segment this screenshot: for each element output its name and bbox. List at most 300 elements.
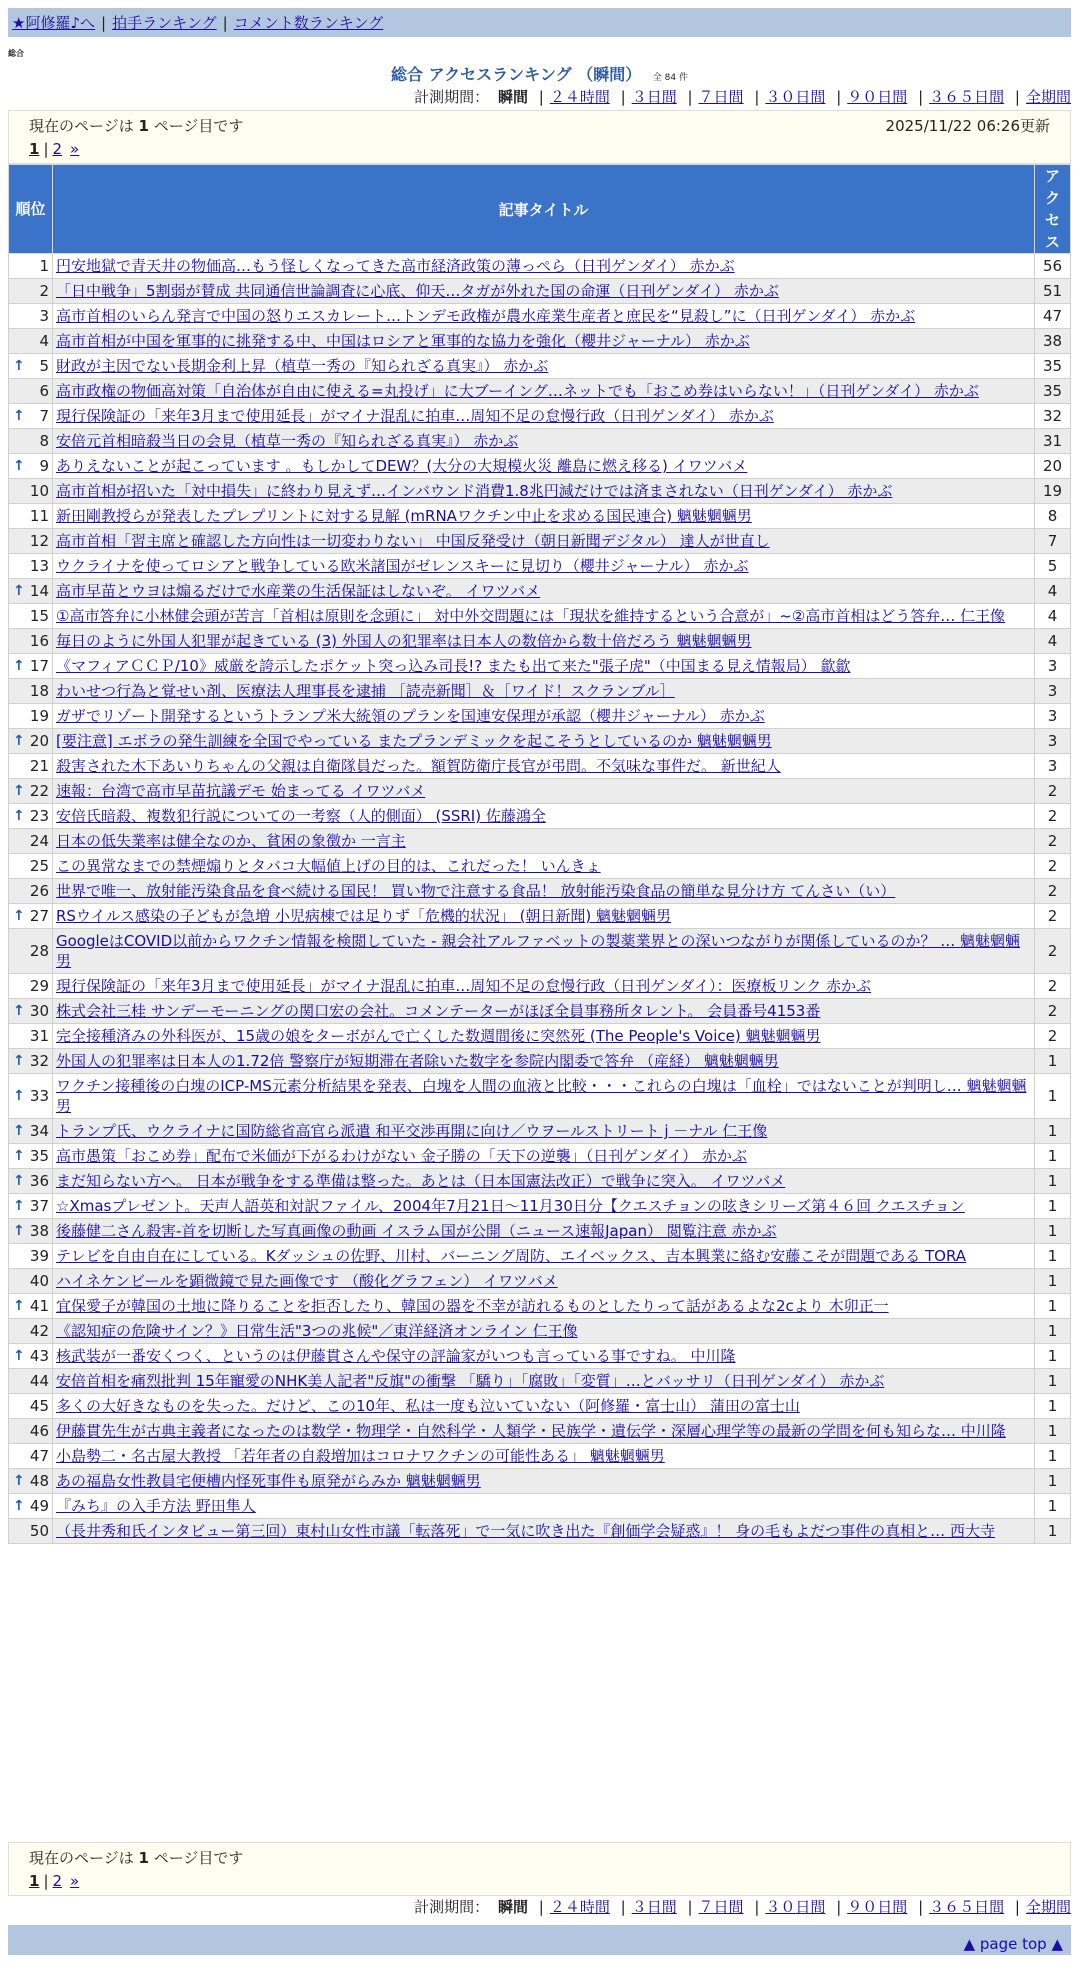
article-title-link[interactable]: RSウイルス感染の子どもが急増 小児病棟では足りず「危機的状況」 (朝日新聞) 魑魅魍魎男 [56,907,672,925]
page-current: 1 [29,140,40,158]
article-title-link[interactable]: 高市早苗とウヨは煽るだけで水産業の生活保証はしないぞ。 イワツバメ [56,582,541,600]
rank-cell [9,354,53,379]
nav-separator: | [222,13,228,32]
pager-links [29,137,1050,161]
nav-link-comment-ranking[interactable]: コメント数ランキング [233,14,384,32]
table-row [9,704,1071,729]
period-option-3d[interactable]: ３日間 [631,88,677,106]
article-title-link[interactable]: 世界で唯一、放射能汚染食品を食べ続ける国民！ 買い物で注意する食品！ 放射能汚染食品の簡単な見分け方 てんさい（い） [56,882,896,900]
table-row [9,279,1071,304]
rank-cell [9,254,53,279]
title-cell [53,1469,1035,1494]
rank-number: 41 [29,1297,49,1315]
rank-number: 11 [29,507,49,525]
table-row [9,754,1071,779]
table-row [9,1494,1071,1519]
title-cell [53,1244,1035,1269]
period-option-365d[interactable]: ３６５日間 [929,88,1005,106]
rank-number: 49 [29,1497,49,1515]
table-row [9,629,1071,654]
table-row [9,1144,1071,1169]
article-title-link[interactable]: 多くの大好きなものを失った。だけど、この10年、私は一度も泣いていない（阿修羅・富士山） 蒲田の富士山 [56,1397,800,1415]
title-cell [53,1419,1035,1444]
rank-up-arrow-icon: ↑ [13,1223,25,1239]
access-count: 1 [1035,1144,1071,1169]
rank-cell [9,974,53,999]
page-link-next[interactable]: » [70,140,80,158]
title-cell [53,254,1035,279]
access-count: 1 [1035,1049,1071,1074]
rank-number: 47 [29,1447,49,1465]
rank-number: 46 [29,1422,49,1440]
title-cell [53,879,1035,904]
period-option-24h[interactable]: ２４時間 [549,88,610,106]
title-cell [53,1269,1035,1294]
title-cell [53,279,1035,304]
rank-cell [9,1269,53,1294]
article-title-link[interactable]: 宜保愛子が韓国の土地に降りることを拒否したり、韓国の器を不幸が訪れるものとしたりって話があるよな2cより 木卯正一 [56,1297,889,1315]
period-separator: | [620,1898,626,1916]
period-separator: | [1014,1898,1020,1916]
access-count: 3 [1035,729,1071,754]
article-title-link[interactable]: GoogleはCOVID以前からワクチン情報を検閲していた - 親会社アルファベットの製薬業界との深いつながりが関係しているのか？ … 魑魅魍魎男 [56,932,1020,970]
rank-cell [9,404,53,429]
article-title-link[interactable]: 伊藤貫先生が古典主義者になったのは数学・物理学・自然科学・人類学・民族学・遺伝学・深層心理学等の最新の学問を何も知らな… 中川隆 [56,1422,1006,1440]
article-title-link[interactable]: ワクチン接種後の白塊のICP-MS元素分析結果を発表、白塊を人間の血液と比較・・・これらの白塊は「血栓」ではないことが判明し… 魑魅魍魎男 [56,1077,1027,1115]
title-cell [53,1049,1035,1074]
period-separator: | [754,88,760,106]
rank-number: 3 [39,307,49,325]
period-option-90d[interactable]: ９０日間 [847,88,908,106]
table-row [9,829,1071,854]
rank-number: 26 [29,882,49,900]
ranking-title-wrap [0,62,1079,85]
article-title-link[interactable]: 《認知症の危険サイン？》日常生活"3つの兆候"／東洋経済オンライン 仁王像 [56,1322,578,1340]
rank-cell [9,1194,53,1219]
table-row [9,879,1071,904]
period-separator: | [836,88,842,106]
rank-number: 37 [29,1197,49,1215]
rank-number: 36 [29,1172,49,1190]
period-option-all[interactable]: 全期間 [1025,88,1071,106]
rank-cell [9,1074,53,1119]
rank-cell [9,704,53,729]
period-separator: | [687,1898,693,1916]
article-title-link[interactable]: 《マフィアＣＣＰ/10》威厳を誇示したポケット突っ込み司長!? またも出て来た"張子虎"（中国まる見え情報局） 歙歙 [56,657,851,675]
period-option-3d[interactable]: ３日間 [631,1898,677,1916]
rank-up-arrow-icon: ↑ [13,583,25,599]
rank-cell [9,854,53,879]
article-title-link[interactable]: （長井秀和氏インタビュー第三回）東村山女性市議「転落死」で一気に吹き出た『創価学会疑惑』！ 身の毛もよだつ事件の真相と… 西大寺 [56,1522,995,1540]
table-row [9,1219,1071,1244]
rank-number: 15 [29,607,49,625]
rank-number: 30 [29,1002,49,1020]
article-title-link[interactable]: 株式会社三桂 サンデーモーニングの関口宏の会社。コメンテーターがほぼ全員事務所タレント。 会員番号4153番 [56,1002,821,1020]
period-option-7d[interactable]: ７日間 [698,88,744,106]
rank-cell [9,1394,53,1419]
rank-number: 8 [39,432,49,450]
title-cell [53,854,1035,879]
rank-number: 4 [39,332,49,350]
rank-number: 50 [29,1522,49,1540]
article-title-link[interactable]: トランプ氏、ウクライナに国防総省高官ら派遣 和平交渉再開に向け／ウヲールストリート j －ナル 仁王像 [56,1122,768,1140]
article-title-link[interactable]: まだ知らない方へ。 日本が戦争をする準備は整った。あとは（日本国憲法改正）で戦争に突入。 イワツバメ [56,1172,786,1190]
table-row [9,1419,1071,1444]
rank-up-arrow-icon: ↑ [13,1173,25,1189]
table-row [9,1074,1071,1119]
access-count: 31 [1035,429,1071,454]
table-row [9,1369,1071,1394]
rank-cell [9,1469,53,1494]
pager-separator: | [43,1872,49,1890]
rank-cell [9,779,53,804]
rank-number: 6 [39,382,49,400]
rank-up-arrow-icon: ↑ [13,733,25,749]
rank-up-arrow-icon: ↑ [13,1088,25,1104]
page-current: 1 [29,1872,40,1890]
page-status-suffix: ページ目です [148,116,244,135]
rank-number: 20 [29,732,49,750]
article-title-link[interactable]: 高市首相が中国を軍事的に挑発する中、中国はロシアと軍事的な協力を強化（櫻井ジャーナル） 赤かぶ [56,332,750,350]
access-count: 2 [1035,854,1071,879]
rank-number: 39 [29,1247,49,1265]
title-cell [53,1119,1035,1144]
rank-up-arrow-icon: ↑ [13,908,25,924]
rank-up-arrow-icon: ↑ [13,1123,25,1139]
rank-number: 7 [39,407,49,425]
page-status [29,1847,243,1868]
table-row [9,1169,1071,1194]
article-title-link[interactable]: テレビを自由自在にしている。Kダッシュの佐野、川村、バーニング周防、エイベックス、吉本興業に絡む安藤こそが問題である TORA [56,1247,967,1265]
rank-up-arrow-icon: ↑ [13,1148,25,1164]
table-row [9,504,1071,529]
access-count: 1 [1035,1269,1071,1294]
article-title-link[interactable]: 外国人の犯罪率は日本人の1.72倍 警察庁が短期滞在者除いた数字を参院内閣委で答弁 （産経） 魑魅魍魎男 [56,1052,779,1070]
access-count: 3 [1035,704,1071,729]
period-separator: | [754,1898,760,1916]
rank-cell [9,629,53,654]
title-cell [53,999,1035,1024]
rank-up-arrow-icon: ↑ [13,1473,25,1489]
access-count: 2 [1035,929,1071,974]
period-label: 計測期間： [414,1898,490,1916]
rank-cell [9,829,53,854]
rank-cell [9,1294,53,1319]
rank-cell [9,1444,53,1469]
rank-up-arrow-icon: ↑ [13,358,25,374]
table-row [9,1319,1071,1344]
title-cell [53,754,1035,779]
title-cell [53,504,1035,529]
table-row [9,354,1071,379]
period-option-24h[interactable]: ２４時間 [549,1898,610,1916]
table-row [9,854,1071,879]
access-count: 2 [1035,804,1071,829]
rank-number: 28 [29,942,49,960]
article-title-link[interactable]: 『みち』の入手方法 野田隼人 [56,1497,256,1515]
article-title-link[interactable]: ウクライナを使ってロシアと戦争している欧米諸国がゼレンスキーに見切り（櫻井ジャーナル） 赤かぶ [56,557,749,575]
period-separator: | [836,1898,842,1916]
nav-link-applause-ranking[interactable]: 拍手ランキング [112,14,217,32]
title-cell [53,779,1035,804]
access-count: 47 [1035,304,1071,329]
rank-cell [9,1144,53,1169]
rank-up-arrow-icon: ↑ [13,658,25,674]
page-status-number: 1 [138,1848,149,1867]
rank-up-arrow-icon: ↑ [13,783,25,799]
article-title-link[interactable]: ☆Xmasプレゼント。天声人語英和対訳ファイル、2004年7月21日～11月30日分【クエスチョンの呟きシリーズ第４６回 クエスチョン [56,1197,965,1215]
article-title-link[interactable]: 毎日のように外国人犯罪が起きている (3) 外国人の犯罪率は日本人の数倍から数十倍だろう 魑魅魍魎男 [56,632,752,650]
rank-number: 17 [29,657,49,675]
period-separator: | [918,88,924,106]
title-cell [53,1369,1035,1394]
access-count: 32 [1035,404,1071,429]
access-count: 1 [1035,1219,1071,1244]
rank-cell [9,429,53,454]
rank-cell [9,879,53,904]
access-count: 1 [1035,1194,1071,1219]
access-count: 4 [1035,579,1071,604]
rank-number: 12 [29,532,49,550]
access-count: 2 [1035,879,1071,904]
rank-cell [9,504,53,529]
access-count: 1 [1035,1394,1071,1419]
article-title-link[interactable]: 高市首相「習主席と確認した方向性は一切変わりない」 中国反発受け（朝日新聞デジタル） 達人が世直し [56,532,770,550]
table-row [9,254,1071,279]
period-option-90d[interactable]: ９０日間 [847,1898,908,1916]
rank-number: 9 [39,457,49,475]
access-count: 1 [1035,1344,1071,1369]
access-count: 1 [1035,1419,1071,1444]
rank-cell [9,1319,53,1344]
article-title-link[interactable]: 核武装が一番安くつく、というのは伊藤貫さんや保守の評論家がいつも言っている事ですね。 中川隆 [56,1347,736,1365]
ranking-title: 総合 アクセスランキング （瞬間） [391,65,642,84]
rank-cell [9,1049,53,1074]
rank-number: 19 [29,707,49,725]
table-row [9,1394,1071,1419]
article-title-link[interactable]: 高市政権の物価高対策「自治体が自由に使える=丸投げ」に大ブーイング…ネットでも「おこめ券はいらない！」（日刊ゲンダイ） 赤かぶ [56,382,979,400]
page-top-link[interactable]: ▲ page top ▲ [963,1935,1063,1953]
title-cell [53,479,1035,504]
article-title-link[interactable]: 現行保険証の「来年3月まで使用延長」がマイナ混乱に拍車…周知不足の怠慢行政（日刊ゲンダイ） 赤かぶ [56,407,774,425]
rank-up-arrow-icon: ↑ [13,1053,25,1069]
title-cell [53,1294,1035,1319]
period-option-30d[interactable]: ３０日間 [765,1898,826,1916]
access-count: 1 [1035,1294,1071,1319]
title-cell [53,1394,1035,1419]
table-row [9,479,1071,504]
article-title-link[interactable]: ありえないことが起こっています 。もしかしてDEW？(大分の大規模火災 離島に燃え移る) イワツバメ [56,457,748,475]
title-cell [53,354,1035,379]
period-separator: | [687,88,693,106]
rank-cell [9,729,53,754]
page-link-2[interactable]: 2 [52,140,63,158]
article-title-link[interactable]: 安倍元首相暗殺当日の会見（植草一秀の『知られざる真実』） 赤かぶ [56,432,519,450]
title-cell [53,1519,1035,1544]
rank-number: 40 [29,1272,49,1290]
rank-cell [9,479,53,504]
rank-number: 24 [29,832,49,850]
rank-cell [9,529,53,554]
article-title-link[interactable]: 現行保険証の「来年3月まで使用延長」がマイナ混乱に拍車…周知不足の怠慢行政（日刊ゲンダイ）：医療板リンク 赤かぶ [56,977,872,995]
article-title-link[interactable]: 高市愚策「おこめ券」配布で米価が下がるわけがない 金子勝の「天下の逆襲」（日刊ゲンダイ） 赤かぶ [56,1147,747,1165]
access-count: 3 [1035,654,1071,679]
article-title-link[interactable]: この異常なまでの禁煙煽りとタバコ大幅値上げの目的は、これだった！ いんきょ [56,857,601,875]
period-separator: | [620,88,626,106]
table-row [9,579,1071,604]
rank-number: 32 [29,1052,49,1070]
access-count: 3 [1035,754,1071,779]
rank-number: 35 [29,1147,49,1165]
title-cell [53,1144,1035,1169]
access-count: 1 [1035,1119,1071,1144]
rank-cell [9,1419,53,1444]
access-count: 1 [1035,1319,1071,1344]
header-access: アクセス [1035,165,1071,254]
article-title-link[interactable]: ハイネケンビールを顕微鏡で見た画像です （酸化グラフェン） イワツバメ [56,1272,558,1290]
table-row [9,429,1071,454]
period-option-all[interactable]: 全期間 [1025,1898,1071,1916]
article-title-link[interactable]: ガザでリゾート開発するというトランプ米大統領のプランを国連安保理が承認（櫻井ジャーナル） 赤かぶ [56,707,765,725]
access-count: 5 [1035,554,1071,579]
access-count: 2 [1035,999,1071,1024]
rank-number: 25 [29,857,49,875]
title-cell [53,829,1035,854]
rank-cell [9,1344,53,1369]
title-cell [53,804,1035,829]
table-header-row [9,165,1071,254]
table-row [9,454,1071,479]
rank-number: 43 [29,1347,49,1365]
access-count: 4 [1035,604,1071,629]
title-cell [53,1319,1035,1344]
rank-number: 2 [39,282,49,300]
table-row [9,1294,1071,1319]
access-count: 2 [1035,974,1071,999]
title-cell [53,379,1035,404]
rank-up-arrow-icon: ↑ [13,808,25,824]
rank-cell [9,904,53,929]
access-count: 38 [1035,329,1071,354]
rank-number: 18 [29,682,49,700]
article-title-link[interactable]: 財政が主因でない長期金利上昇（植草一秀の『知られざる真実』） 赤かぶ [56,357,549,375]
title-cell [53,1194,1035,1219]
rank-cell [9,999,53,1024]
table-row [9,1444,1071,1469]
title-cell [53,604,1035,629]
period-option-30d[interactable]: ３０日間 [765,88,826,106]
article-title-link[interactable]: 後藤健二さん殺害-首を切断した写真画像の動画 イスラム国が公開（ニュース速報Japan） 閲覧注意 赤かぶ [56,1222,777,1240]
rank-cell [9,554,53,579]
page-link-2[interactable]: 2 [52,1872,63,1890]
title-cell [53,1074,1035,1119]
table-row [9,1194,1071,1219]
access-count: 3 [1035,679,1071,704]
access-count: 1 [1035,1369,1071,1394]
article-title-link[interactable]: 殺害された木下あいりちゃんの父親は自衛隊員だった。額賀防衛庁長官が弔問。不気味な事件だ。 新世紀人 [56,757,781,775]
table-row [9,654,1071,679]
rank-up-arrow-icon: ↑ [13,1498,25,1514]
top-nav [8,8,1071,37]
access-count: 35 [1035,379,1071,404]
page-link-next[interactable]: » [70,1872,80,1890]
update-time: 2025/11/22 06:26更新 [885,116,1050,135]
rank-number: 14 [29,582,49,600]
rank-number: 42 [29,1322,49,1340]
rank-cell [9,1169,53,1194]
article-title-link[interactable]: [要注意] エボラの発生訓練を全国でやっている またプランデミックを起こそうとしているのか 魑魅魍魎男 [56,732,772,750]
rank-cell [9,1519,53,1544]
article-title-link[interactable]: 高市首相のいらん発言で中国の怒りエスカレート…トンデモ政権が農水産業生産者と庶民を“見殺し”に（日刊ゲンダイ） 赤かぶ [56,307,916,325]
article-title-link[interactable]: 安倍首相を痛烈批判 15年寵愛のNHK美人記者"反旗"の衝撃 「驕り」「腐敗」「変質」…とバッサリ（日刊ゲンダイ） 赤かぶ [56,1372,885,1390]
title-cell [53,729,1035,754]
rank-cell [9,579,53,604]
title-cell [53,974,1035,999]
article-title-link[interactable]: あの福島女性教員宅便槽内怪死事件も原発がらみか 魑魅魍魎男 [56,1472,481,1490]
access-count: 8 [1035,504,1071,529]
rank-cell [9,1244,53,1269]
period-option-7d[interactable]: ７日間 [698,1898,744,1916]
article-title-link[interactable]: 「日中戦争」5割弱が賛成 共同通信世論調査に心底、仰天…タガが外れた国の命運（日刊ゲンダイ） 赤かぶ [56,282,779,300]
article-title-link[interactable]: 新田剛教授らが発表したプレプリントに対する見解 (mRNAワクチン中止を求める国民連合) 魑魅魍魎男 [56,507,752,525]
table-row [9,999,1071,1024]
table-row [9,329,1071,354]
access-count: 2 [1035,829,1071,854]
period-label: 計測期間： [414,88,490,106]
pager-links [29,1869,1050,1893]
table-row [9,1119,1071,1144]
rank-number: 22 [29,782,49,800]
article-title-link[interactable]: 円安地獄で青天井の物価高…もう怪しくなってきた高市経済政策の薄っぺら（日刊ゲンダイ） 赤かぶ [56,257,735,275]
article-title-link[interactable]: ①高市答弁に小林健会頭が苦言「首相は原則を念頭に」 対中外交問題には「現状を維持するという合意が」~②高市首相はどう答弁… 仁王像 [56,607,1006,625]
rank-cell [9,1024,53,1049]
title-cell [53,1169,1035,1194]
rank-cell [9,1219,53,1244]
rank-cell [9,754,53,779]
title-cell [53,1219,1035,1244]
article-title-link[interactable]: 高市首相が招いた「対中損失」に終わり見えず…インバウンド消費1.8兆円減だけでは済まされない（日刊ゲンダイ） 赤かぶ [56,482,893,500]
access-count: 2 [1035,779,1071,804]
access-count: 2 [1035,1024,1071,1049]
nav-link-asyura[interactable]: ★阿修羅♪へ [12,14,96,32]
period-option-365d[interactable]: ３６５日間 [929,1898,1005,1916]
rank-cell [9,929,53,974]
rank-number: 10 [29,482,49,500]
article-title-link[interactable]: 日本の低失業率は健全なのか、貧困の象徴か 一言主 [56,832,406,850]
rank-cell [9,1119,53,1144]
rank-number: 21 [29,757,49,775]
rank-cell [9,679,53,704]
table-row [9,1244,1071,1269]
rank-up-arrow-icon: ↑ [13,1348,25,1364]
table-row [9,974,1071,999]
table-row [9,1049,1071,1074]
article-title-link[interactable]: 安倍氏暗殺、複数犯行説についての一考察（人的側面） (SSRI) 佐藤鴻全 [56,807,546,825]
table-row [9,729,1071,754]
article-title-link[interactable]: 速報：台湾で高市早苗抗議デモ 始まってる イワツバメ [56,782,426,800]
access-count: 1 [1035,1494,1071,1519]
title-cell [53,554,1035,579]
article-title-link[interactable]: 小島勢二・名古屋大教授 「若年者の自殺増加はコロナワクチンの可能性ある」 魑魅魍魎男 [56,1447,665,1465]
access-count: 7 [1035,529,1071,554]
rank-cell [9,379,53,404]
rank-number: 34 [29,1122,49,1140]
period-separator: | [1014,88,1020,106]
article-title-link[interactable]: 完全接種済みの外科医が、15歳の娘をターボがんで亡くした数週間後に突然死 (The People's Voice) 魑魅魍魎男 [56,1027,821,1045]
article-title-link[interactable]: わいせつ行為と覚せい剤、医療法人理事長を逮捕 ［読売新聞］＆［ワイド！スクランブル］ [56,682,675,700]
period-separator: | [538,1898,544,1916]
title-cell [53,904,1035,929]
